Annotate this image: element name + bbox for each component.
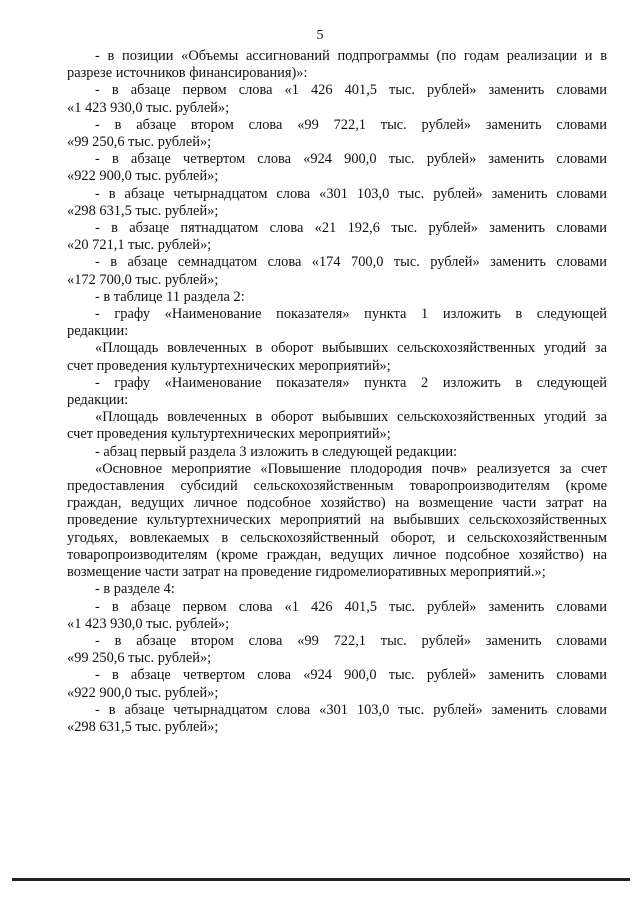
paragraph xyxy=(67,151,607,185)
paragraph xyxy=(67,461,607,581)
bottom-rule xyxy=(12,878,630,881)
paragraph-line: «Площадь вовлеченных в оборот выбывших сельскохозяйственных угодий за xyxy=(95,409,607,426)
paragraph xyxy=(67,581,607,598)
paragraph-line: - в разделе 4: xyxy=(95,581,175,598)
paragraph xyxy=(67,220,607,254)
paragraph-line: - графу «Наименование показателя» пункта 1 изложить в следующей xyxy=(95,306,607,323)
paragraph-line: - в абзаце первом слова «1 426 401,5 тыс. рублей» заменить словами xyxy=(95,82,607,99)
paragraph xyxy=(67,48,607,82)
paragraph-line: разрезе источников финансирования)»: xyxy=(67,65,308,82)
paragraph-line: - в абзаце четырнадцатом слова «301 103,0 тыс. рублей» заменить словами xyxy=(95,701,607,718)
paragraph-line: возмещение части затрат на проведение гидромелиоративных мероприятий.»; xyxy=(67,564,546,581)
paragraph-line: - в позиции «Объемы ассигнований подпрограммы (по годам реализации и в xyxy=(95,48,607,64)
paragraph xyxy=(67,117,607,151)
paragraph-line: «298 631,5 тыс. рублей»; xyxy=(67,202,219,219)
paragraph-line: «922 900,0 тыс. рублей»; xyxy=(67,684,219,701)
paragraph-line: «Площадь вовлеченных в оборот выбывших сельскохозяйственных угодий за xyxy=(95,340,607,357)
paragraph-line: - абзац первый раздела 3 изложить в следующей редакции: xyxy=(95,443,458,460)
paragraph-line: «99 250,6 тыс. рублей»; xyxy=(67,650,212,667)
document-body xyxy=(67,48,607,736)
paragraph xyxy=(67,599,607,633)
paragraph xyxy=(67,254,607,288)
paragraph-line: - в абзаце пятнадцатом слова «21 192,6 тыс. рублей» заменить словами xyxy=(95,220,607,237)
paragraph-line: - графу «Наименование показателя» пункта 2 изложить в следующей xyxy=(95,374,607,391)
paragraph-line: редакции: xyxy=(67,323,129,340)
paragraph xyxy=(67,375,607,409)
paragraph-line: «Основное мероприятие «Повышение плодородия почв» реализуется за счет xyxy=(95,460,607,477)
paragraph-line: счет проведения культуртехнических мероприятий»; xyxy=(67,357,391,374)
paragraph-line: - в абзаце семнадцатом слова «174 700,0 тыс. рублей» заменить словами xyxy=(95,254,607,271)
paragraph-line: «1 423 930,0 тыс. рублей»; xyxy=(67,99,230,116)
paragraph-line: «20 721,1 тыс. рублей»; xyxy=(67,237,212,254)
paragraph-line: - в абзаце втором слова «99 722,1 тыс. рублей» заменить словами xyxy=(95,632,607,649)
paragraph-line: - в таблице 11 раздела 2: xyxy=(95,288,245,305)
paragraph xyxy=(67,633,607,667)
paragraph xyxy=(67,289,607,306)
paragraph xyxy=(67,702,607,736)
paragraph xyxy=(67,306,607,340)
paragraph xyxy=(67,186,607,220)
page-number: 5 xyxy=(316,28,324,43)
paragraph-line: «99 250,6 тыс. рублей»; xyxy=(67,134,212,151)
paragraph xyxy=(67,667,607,701)
paragraph-line: - в абзаце втором слова «99 722,1 тыс. рублей» заменить словами xyxy=(95,116,607,133)
paragraph-line: - в абзаце первом слова «1 426 401,5 тыс. рублей» заменить словами xyxy=(95,598,607,615)
paragraph-line: «1 423 930,0 тыс. рублей»; xyxy=(67,615,230,632)
paragraph-line: «172 700,0 тыс. рублей»; xyxy=(67,271,219,288)
paragraph xyxy=(67,409,607,443)
paragraph-line: угодьях, вовлекаемых в сельскохозяйственный оборот, и сельскохозяйственным xyxy=(67,529,607,546)
paragraph xyxy=(67,82,607,116)
paragraph-line: - в абзаце четвертом слова «924 900,0 тыс. рублей» заменить словами xyxy=(95,151,607,168)
paragraph-line: граждан, ведущих личное подсобное хозяйство) на возмещение части затрат на xyxy=(67,495,607,512)
paragraph-line: счет проведения культуртехнических мероприятий»; xyxy=(67,426,391,443)
paragraph-line: товаропроизводителям (кроме граждан, ведущих личное подсобное хозяйство) на xyxy=(67,546,607,563)
paragraph-line: «922 900,0 тыс. рублей»; xyxy=(67,168,219,185)
paragraph xyxy=(67,444,607,461)
paragraph-line: - в абзаце четырнадцатом слова «301 103,0 тыс. рублей» заменить словами xyxy=(95,185,607,202)
paragraph-line: «298 631,5 тыс. рублей»; xyxy=(67,718,219,735)
paragraph-line: - в абзаце четвертом слова «924 900,0 тыс. рублей» заменить словами xyxy=(95,667,607,684)
paragraph-line: редакции: xyxy=(67,392,129,409)
paragraph xyxy=(67,340,607,374)
paragraph-line: предоставления субсидий сельскохозяйственным товаропроизводителям (кроме xyxy=(67,478,607,495)
paragraph-line: проведение культуртехнических мероприятий на выбывших сельскохозяйственных xyxy=(67,512,607,529)
